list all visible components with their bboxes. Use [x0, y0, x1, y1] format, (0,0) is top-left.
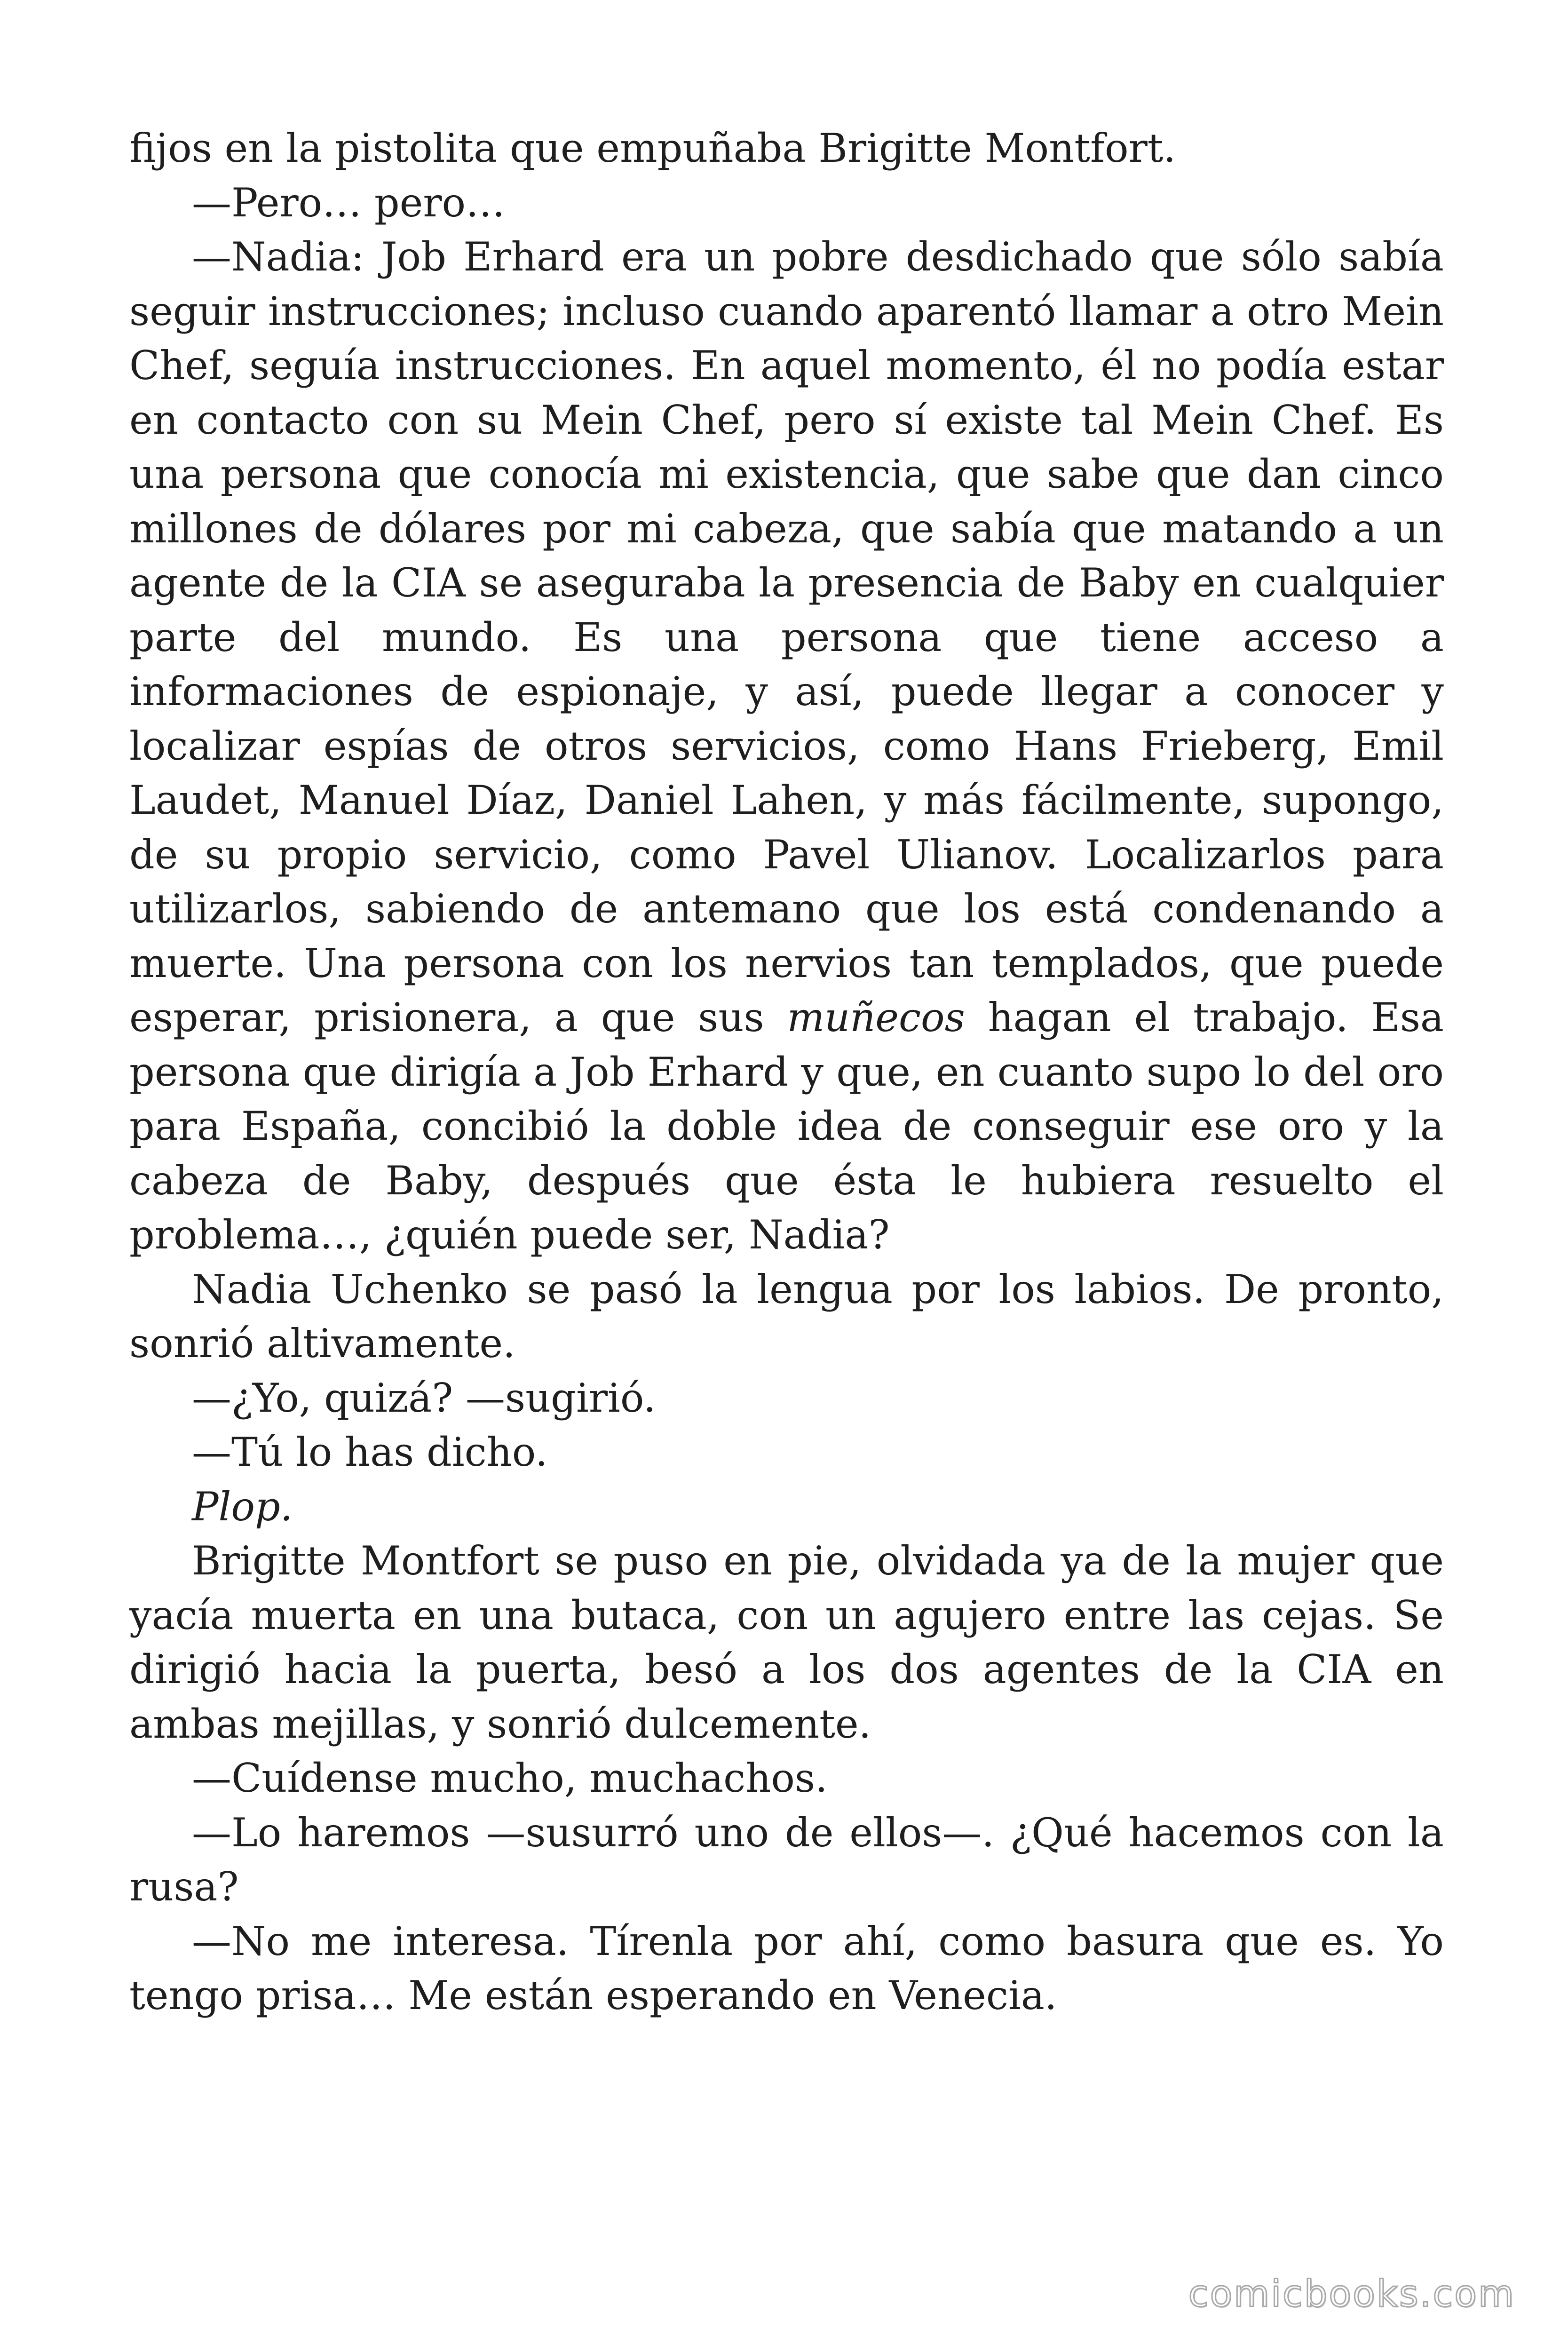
book-page-text	[129, 121, 1444, 2023]
italic-word: muñecos	[787, 994, 965, 1041]
paragraph: —Lo haremos —susurró uno de ellos—. ¿Qué hacemos con la rusa?	[129, 1809, 1444, 1910]
paragraph	[129, 230, 1444, 1263]
watermark: comicbooks.com	[1188, 2273, 1515, 2315]
paragraph: fijos en la pistolita que empuñaba Brigitte Montfort.	[129, 125, 1176, 171]
paragraph: Brigitte Montfort se puso en pie, olvidada ya de la mujer que yacía muerta en una butaca, con un agujero entre las cejas. Se dirigió hacia la puerta, besó a los dos agentes de la CIA en ambas mejillas, y sonrió dulcemente.	[129, 1538, 1444, 1747]
paragraph: —No me interesa. Tírenla por ahí, como basura que es. Yo tengo prisa… Me están esperando en Venecia.	[129, 1918, 1444, 2018]
paragraph: —¿Yo, quizá? —sugirió.	[192, 1375, 656, 1421]
paragraph: —Tú lo has dicho.	[192, 1429, 548, 1475]
paragraph-text: —Nadia: Job Erhard era un pobre desdichado que sólo sabía seguir instrucciones; incluso cuando aparentó llamar a otro Mein Chef, seguía instrucciones. En aquel momento, él no podía estar en contacto con su Mein Chef, pero sí existe tal Mein Chef. Es una persona que conocía mi existencia, que sabe que dan cinco millones de dólares por mi cabeza, que sabía que matando a un agente de la CIA se aseguraba la presencia de Baby en cualquier parte del mundo. Es una persona que tiene acceso a informaciones de espionaje, y así, puede llegar a conocer y localizar espías de otros servicios, como Hans Frieberg, Emil Laudet, Manuel Díaz, Daniel Lahen, y más fácilmente, supongo, de su propio servicio, como Pavel Ulianov. Localizarlos para utilizarlos, sabiendo de antemano que los está condenando a muerte. Una persona con los nervios tan templados, que puede esperar, prisionera, a que sus	[129, 234, 1444, 1041]
paragraph-text: hagan el trabajo. Esa persona que dirigía a Job Erhard y que, en cuanto supo lo del oro para España, concibió la doble idea de conseguir ese oro y la cabeza de Baby, después que ésta le hubiera resuelto el problema…, ¿quién puede ser, Nadia?	[129, 994, 1444, 1258]
paragraph: —Cuídense mucho, muchachos.	[192, 1755, 828, 1801]
paragraph: Plop.	[192, 1483, 293, 1530]
paragraph: Nadia Uchenko se pasó la lengua por los labios. De pronto, sonrió altivamente.	[129, 1266, 1444, 1367]
paragraph: —Pero… pero…	[192, 179, 506, 226]
